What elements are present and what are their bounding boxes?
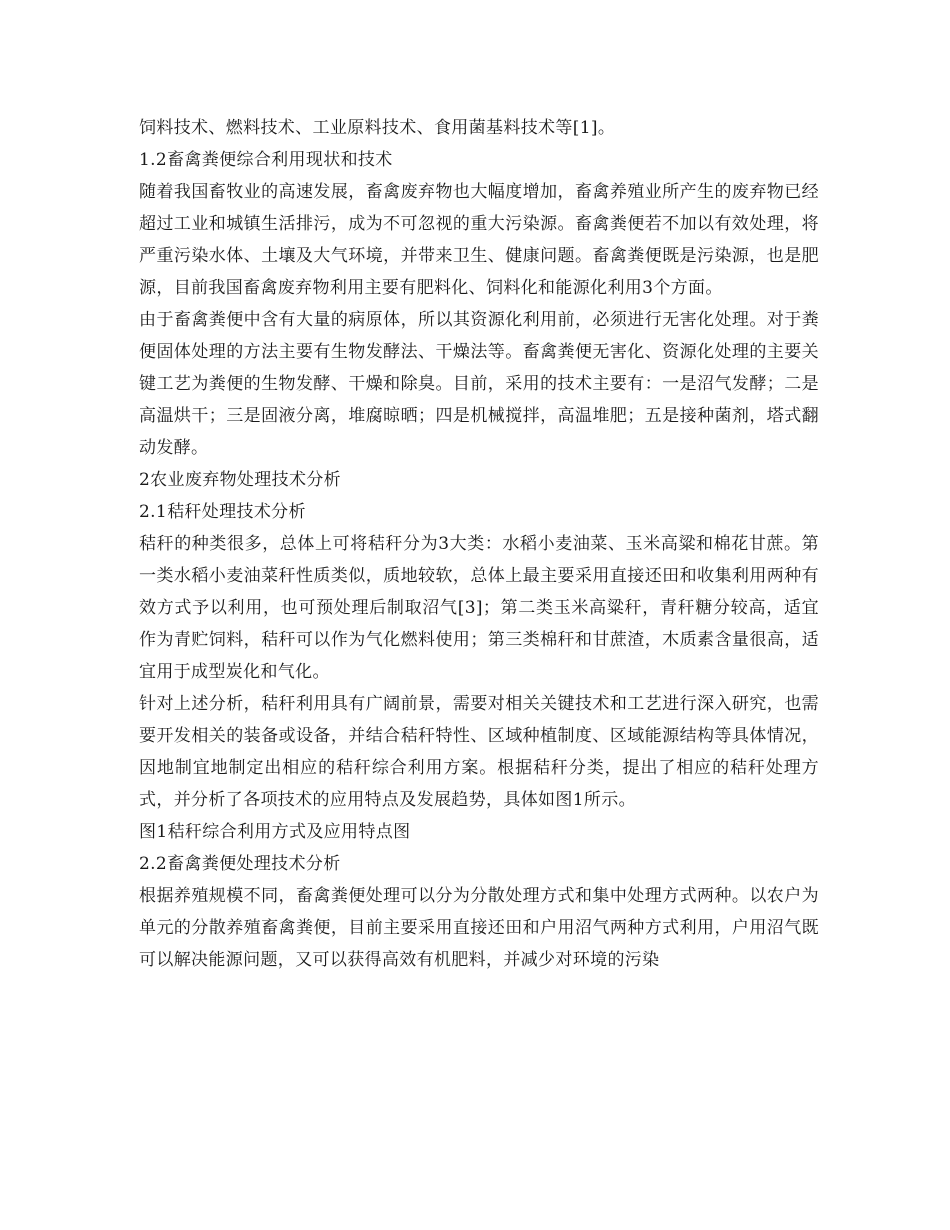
section-heading-2-2: 2.2畜禽粪便处理技术分析 [139, 854, 341, 874]
paragraph-manure-treatment-analysis: 根据养殖规模不同，畜禽粪便处理可以分为分散处理方式和集中处理方式两种。以农户为单元的分散养殖畜禽粪便，目前主要采用直接还田和户用沼气两种方式利用，户用沼气既可以解决能源问题，又可以获得高效有机肥料，并减少对环境的污染 [139, 886, 819, 970]
document-body [139, 112, 819, 976]
section-heading-2: 2农业废弃物处理技术分析 [139, 470, 342, 490]
paragraph-intro: 饲料技术、燃料技术、工业原料技术、食用菌基料技术等[1]。 [139, 118, 616, 138]
figure-1-caption: 图1秸秆综合利用方式及应用特点图 [139, 822, 411, 842]
paragraph-straw-classification: 秸秆的种类很多，总体上可将秸秆分为3大类：水稻小麦油菜、玉米高粱和棉花甘蔗。第一类水稻小麦油菜秆性质类似，质地较软，总体上最主要采用直接还田和收集利用两种有效方式予以利用，也可预处理后制取沼气[3]；第二类玉米高粱秆，青秆糖分较高，适宜作为青贮饲料，秸秆可以作为气化燃料使用；第三类棉秆和甘蔗渣，木质素含量很高，适宜用于成型炭化和气化。 [139, 534, 819, 682]
paragraph-manure-treatment-methods: 由于畜禽粪便中含有大量的病原体，所以其资源化利用前，必须进行无害化处理。对于粪便固体处理的方法主要有生物发酵法、干燥法等。畜禽粪便无害化、资源化处理的主要关键工艺为粪便的生物发酵、干燥和除臭。目前，采用的技术主要有：一是沼气发酵；二是高温烘干；三是固液分离，堆腐晾晒；四是机械搅拌，高温堆肥；五是接种菌剂，塔式翻动发酵。 [139, 310, 819, 458]
section-heading-2-1: 2.1秸秆处理技术分析 [139, 502, 306, 522]
paragraph-straw-utilization: 针对上述分析，秸秆利用具有广阔前景，需要对相关关键技术和工艺进行深入研究，也需要开发相关的装备或设备，并结合秸秆特性、区域种植制度、区域能源结构等具体情况，因地制宜地制定出相应的秸秆综合利用方案。根据秸秆分类，提出了相应的秸秆处理方式，并分析了各项技术的应用特点及发展趋势，具体如图1所示。 [139, 694, 819, 810]
section-heading-1-2: 1.2畜禽粪便综合利用现状和技术 [139, 150, 393, 170]
paragraph-livestock-manure-status: 随着我国畜牧业的高速发展，畜禽废弃物也大幅度增加，畜禽养殖业所产生的废弃物已经超过工业和城镇生活排污，成为不可忽视的重大污染源。畜禽粪便若不加以有效处理，将严重污染水体、土壤及大气环境，并带来卫生、健康问题。畜禽粪便既是污染源，也是肥源，目前我国畜禽废弃物利用主要有肥料化、饲料化和能源化利用3个方面。 [139, 182, 819, 298]
